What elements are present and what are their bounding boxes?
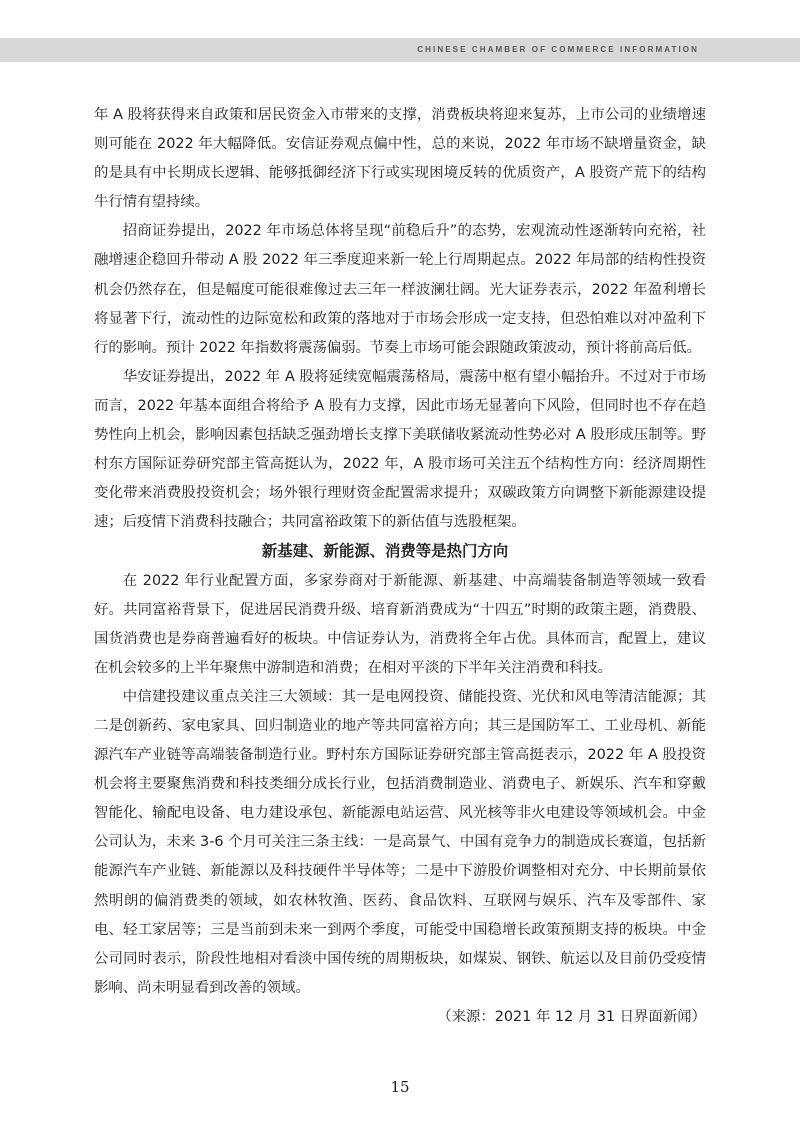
paragraph: 中信建投建议重点关注三大领域：其一是电网投资、储能投资、光伏和风电等清洁能源；其二是创新药、家电家具、回归制造业的地产等共同富裕方向；其三是国防军工、工业母机、新能源汽车产业链等高端装备制造行业。野村东方国际证券研究部主管高挺表示，2022 年 A 股投资机会将主要聚焦消费和科技类细分成长行业，包括消费制造业、消费电子、新娱乐、汽车和穿戴智能化、输配电设备、电力建设承包、新能源电站运营、风光核等非火电建设等领域机会。中金公司认为，未来 3-6 个月可关注三条主线：一是高景气、中国有竞争力的制造成长赛道，包括新能源汽车产业链、新能源以及科技硬件半导体等；二是中下游股价调整相对充分、中长期前景依然明朗的偏消费类的领域，如农林牧渔、医药、食品饮料、互联网与娱乐、汽车及零部件、家电、轻工家居等；三是当前到未来一到两个季度，可能受中国稳增长政策预期支持的板块。中金公司同时表示，阶段性地相对看淡中国传统的周期板块，如煤炭、钢铁、航运以及目前仍受疫情影响、尚未明显看到改善的领域。 xyxy=(94,688,706,996)
article-body xyxy=(94,101,706,1032)
paragraph: 在 2022 年行业配置方面，多家券商对于新能源、新基建、中高端装备制造等领域一致看好。共同富裕背景下，促进居民消费升级、培育新消费成为“十四五”时期的政策主题，消费股、国货消费也是券商普遍看好的板块。中信证券认为，消费将全年占优。具体而言，配置上，建议在机会较多的上半年聚焦中游制造和消费；在相对平淡的下半年关注消费和科技。 xyxy=(94,572,706,676)
page-number: 15 xyxy=(390,1078,410,1096)
header-band xyxy=(0,38,800,62)
source-citation: （来源：2021 年 12 月 31 日界面新闻） xyxy=(437,1008,706,1025)
header-title: CHINESE CHAMBER OF COMMERCE INFORMATION xyxy=(417,45,699,54)
paragraph: 招商证券提出，2022 年市场总体将呈现“前稳后升”的态势，宏观流动性逐渐转向充裕，社融增速企稳回升带动 A 股 2022 年三季度迎来新一轮上行周期起点。2022 年局部的结构性投资机会仍然存在，但是幅度可能很难像过去三年一样波澜壮阔。光大证券表示，2022 年盈利增长将显著下行，流动性的边际宽松和政策的落地对于市场会形成一定支持，但恐怕难以对冲盈利下行的影响。预计 2022 年指数将震荡偏弱。节奏上市场可能会跟随政策波动，预计将前高后低。 xyxy=(94,223,706,356)
section-heading: 新基建、新能源、消费等是热门方向 xyxy=(261,542,509,561)
paragraph: 年 A 股将获得来自政策和居民资金入市带来的支撑，消费板块将迎来复苏，上市公司的业绩增速则可能在 2022 年大幅降低。安信证券观点偏中性，总的来说，2022 年市场不缺增量资金，缺的是具有中长期成长逻辑、能够抵御经济下行或实现困境反转的优质资产，A 股资产荒下的结构牛行情有望持续。 xyxy=(94,107,706,211)
paragraph: 华安证券提出，2022 年 A 股将延续宽幅震荡格局，震荡中枢有望小幅抬升。不过对于市场而言，2022 年基本面组合将给予 A 股有力支撑，因此市场无显著向下风险，但同时也不存在趋势性向上机会，影响因素包括缺乏强劲增长支撑下美联储收紧流动性势必对 A 股形成压制等。野村东方国际证券研究部主管高挺认为，2022 年，A 股市场可关注五个结构性方向：经济周期性变化带来消费股投资机会；场外银行理财资金配置需求提升；双碳政策方向调整下新能源建设提速；后疫情下消费科技融合；共同富裕政策下的新估值与选股框架。 xyxy=(94,368,706,531)
